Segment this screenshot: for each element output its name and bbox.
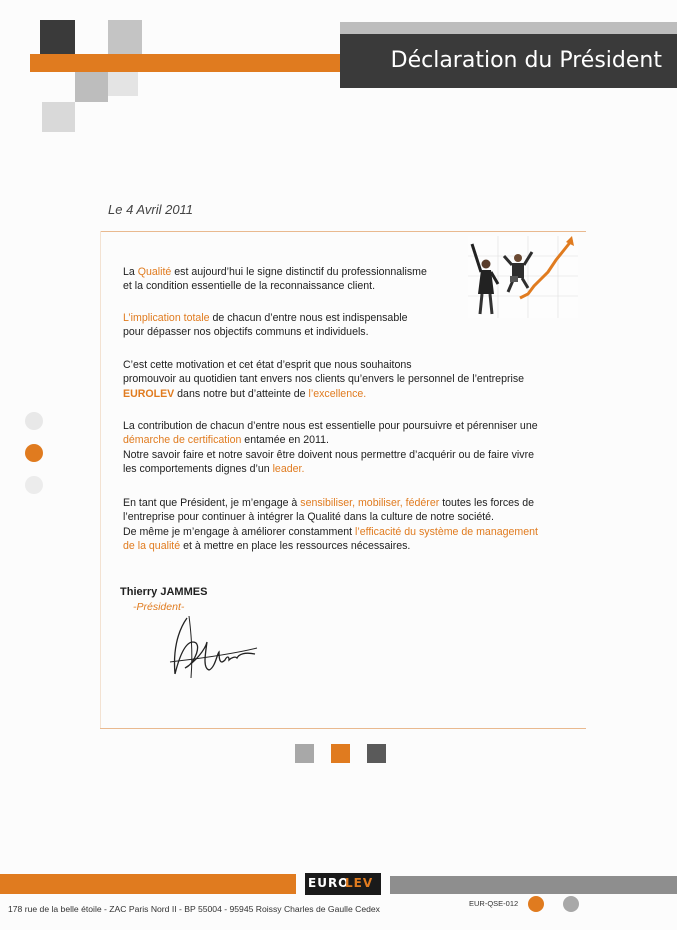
highlight-certification: démarche de certification [123, 434, 242, 447]
document-date: Le 4 Avril 2011 [108, 202, 194, 217]
success-illustration [468, 236, 578, 318]
brand-name: EUROLEV [123, 387, 175, 400]
text-run: l’entreprise pour continuer à intégrer la Qualité dans la culture de notre société. [123, 511, 494, 524]
highlight-leader: leader. [272, 463, 305, 476]
text-run: toutes les forces de [439, 497, 535, 509]
deco-circle-orange [25, 444, 43, 462]
bottom-gray-square [295, 744, 314, 763]
highlight-efficiency: l’efficacité du système de management [355, 525, 538, 538]
document-code: EUR-QSE-012 [469, 899, 519, 908]
text-run: De même je m’engage à améliorer constamment [123, 525, 355, 538]
handwritten-signature [165, 612, 260, 682]
text-run: La contribution de chacun d’entre nous est essentielle pour poursuivre et pérenniser une [123, 420, 538, 432]
highlight-quality-management: de la qualité [123, 540, 181, 553]
footer-circle-orange [528, 896, 544, 912]
header-gray-strip [340, 22, 677, 34]
highlight-quality: Qualité [137, 266, 172, 278]
header-orange-bar [30, 54, 340, 72]
text-run: C’est cette motivation et cet état d’esprit que nous souhaitons [123, 359, 412, 371]
header-light-square-2 [108, 72, 138, 96]
text-run: est aujourd’hui le signe distinctif du professionnalisme [171, 266, 427, 278]
paragraph-commitment [123, 496, 585, 554]
logo-lev-text: LEV [345, 876, 374, 890]
header-dark-square [40, 20, 75, 54]
text-run: pour dépasser nos objectifs communs et individuels. [123, 326, 369, 339]
bottom-dark-square [367, 744, 386, 763]
text-run: les comportements dignes d’un [123, 463, 273, 476]
text-run: et à mettre en place les ressources nécessaires. [180, 540, 411, 553]
highlight-commitment: sensibiliser, mobiliser, fédérer [300, 497, 440, 509]
paragraph-contribution [123, 419, 585, 477]
top-rule [100, 231, 586, 232]
paragraph-implication [123, 311, 468, 340]
paragraph-quality [123, 265, 468, 294]
text-run: La [123, 266, 138, 278]
footer-circle-gray [563, 896, 579, 912]
footer-gray-bar [390, 876, 677, 894]
bottom-orange-square [331, 744, 350, 763]
deco-circle-light [25, 476, 43, 494]
text-run: et la condition essentielle de la reconnaissance client. [123, 280, 376, 293]
text-run: entamée en 2011. [241, 434, 329, 447]
highlight-implication: L’implication totale [123, 312, 210, 324]
footer-orange-bar [0, 874, 296, 894]
header-gray-square [108, 20, 142, 54]
highlight-excellence: l’excellence. [308, 387, 367, 400]
signatory-role: -Président- [133, 601, 185, 613]
left-rule [100, 231, 101, 728]
text-run: promouvoir au quotidien tant envers nos clients qu’envers le personnel de l’entreprise [123, 373, 525, 386]
signatory-name: Thierry JAMMES [120, 586, 208, 598]
text-run: En tant que Président, je m’engage à [123, 497, 301, 509]
logo-euro-text: EURO [308, 876, 350, 890]
company-address: 178 rue de la belle étoile - ZAC Paris Nord II - BP 55004 - 95945 Roissy Charles de Gaulle Cedex [8, 904, 380, 914]
paragraph-motivation [123, 358, 585, 401]
text-run: Notre savoir faire et notre savoir être doivent nous permettre d’acquérir ou de faire vivre [123, 448, 534, 461]
text-run: de chacun d’entre nous est indispensable [209, 312, 408, 324]
header-light-square [42, 102, 75, 132]
header-gray-square-2 [75, 72, 108, 102]
page-title: Déclaration du Président [390, 48, 662, 73]
deco-circle-white [25, 412, 43, 430]
bottom-rule [100, 728, 586, 729]
text-run: dans notre but d’atteinte de [174, 387, 309, 400]
